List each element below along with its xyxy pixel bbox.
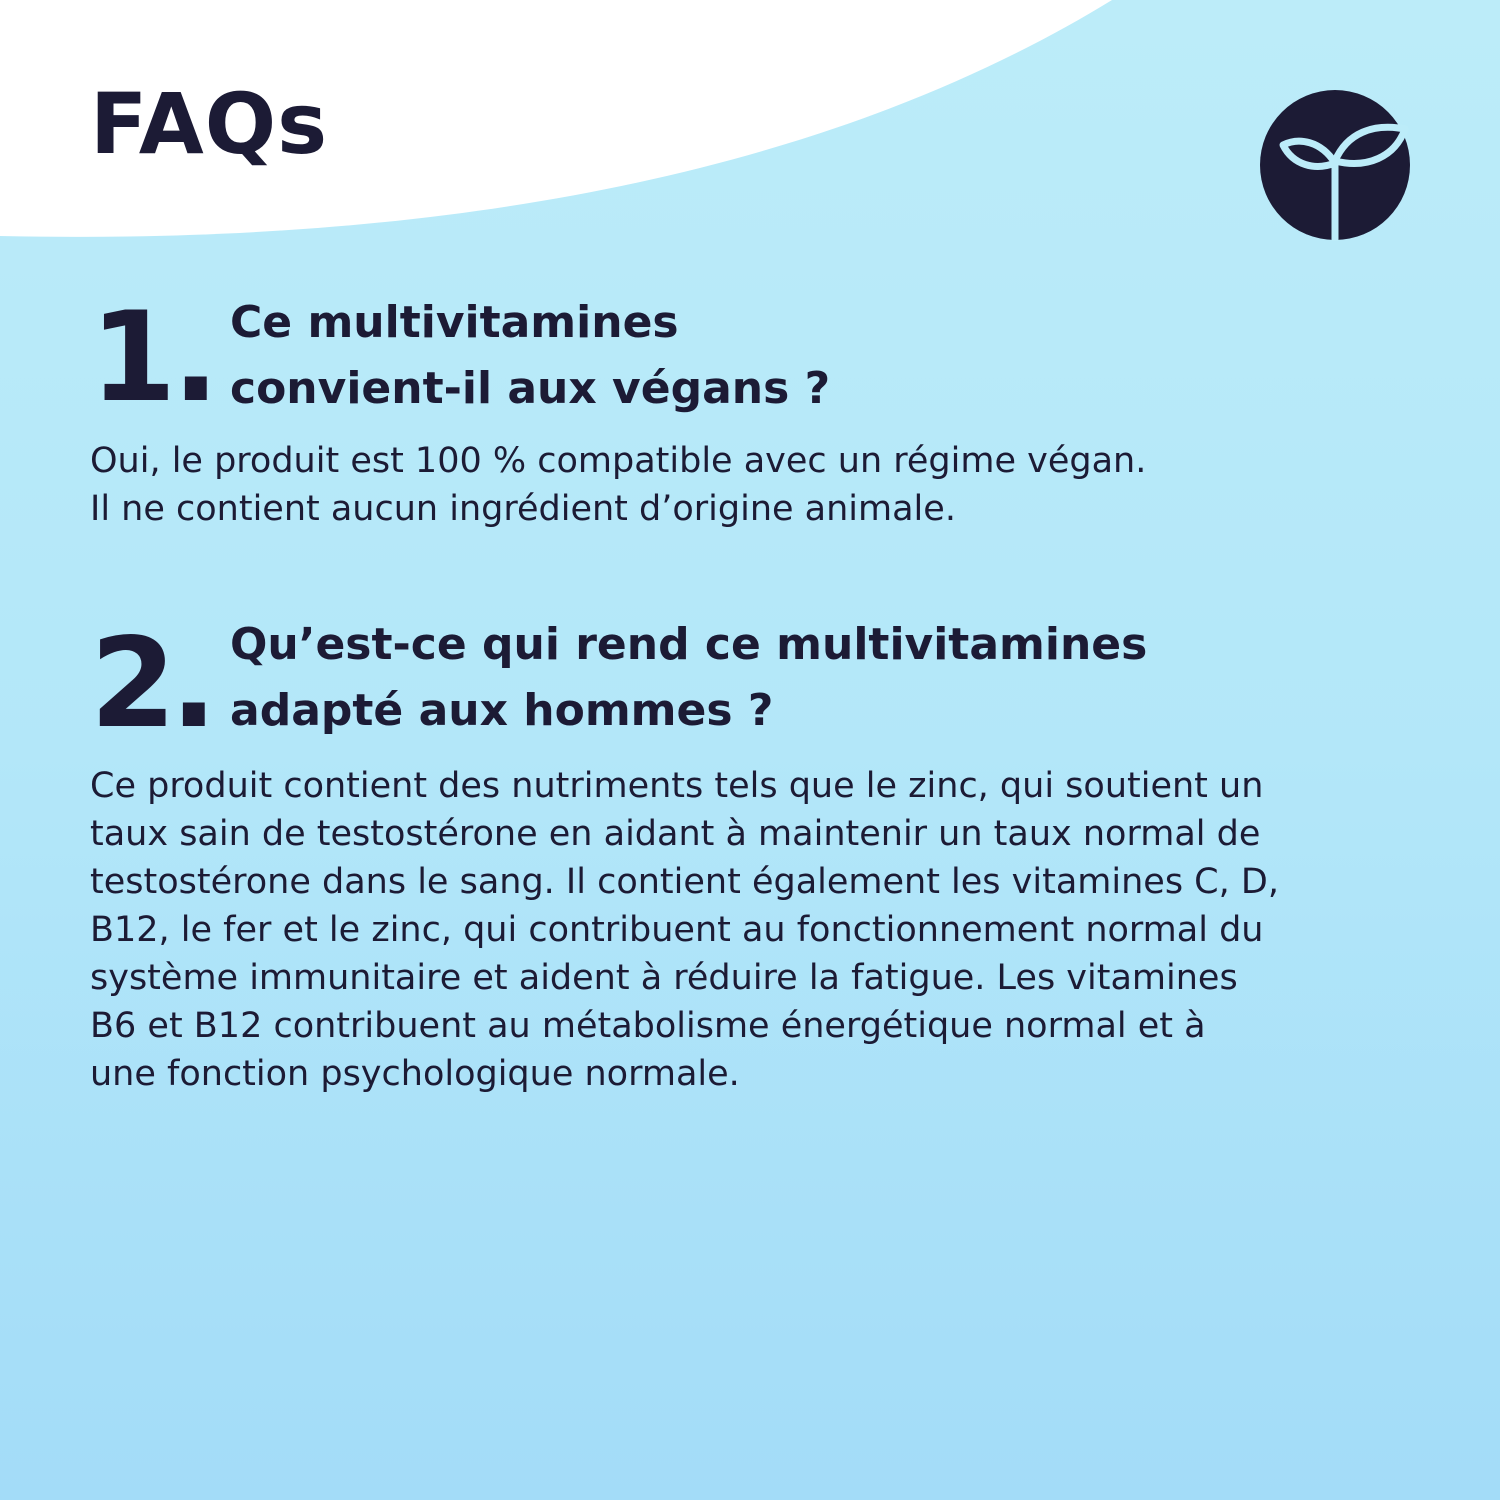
faq-answer-line: une fonction psychologique normale.	[90, 1054, 740, 1094]
faq-question-line: Ce multivitamines	[230, 297, 679, 348]
faq-answer	[90, 762, 1279, 1098]
faq-number: 1.	[90, 286, 216, 430]
faq-answer-line: Il ne contient aucun ingrédient d’origine animale.	[90, 489, 956, 529]
faq-answer	[90, 437, 1146, 533]
page-title: FAQs	[90, 75, 329, 173]
faq-question-line: adapté aux hommes ?	[230, 685, 774, 736]
sprout-icon	[1259, 89, 1411, 241]
faq-answer-line: taux sain de testostérone en aidant à maintenir un taux normal de	[90, 814, 1261, 854]
faq-question-line: Qu’est-ce qui rend ce multivitamines	[230, 619, 1148, 670]
faq-answer-line: testostérone dans le sang. Il contient également les vitamines C, D,	[90, 862, 1279, 902]
faq-answer-line: Ce produit contient des nutriments tels que le zinc, qui soutient un	[90, 766, 1264, 806]
faq-answer-line: système immunitaire et aident à réduire la fatigue. Les vitamines	[90, 958, 1238, 998]
faq-question-line: convient-il aux végans ?	[230, 363, 831, 414]
faq-question	[230, 612, 1147, 744]
faq-number: 2.	[90, 612, 212, 756]
faq-answer-line: Oui, le produit est 100 % compatible avec un régime végan.	[90, 441, 1147, 481]
faq-answer-line: B6 et B12 contribuent au métabolisme énergétique normal et à	[90, 1006, 1206, 1046]
faq-answer-line: B12, le fer et le zinc, qui contribuent au fonctionnement normal du	[90, 910, 1264, 950]
faq-question	[230, 290, 830, 422]
